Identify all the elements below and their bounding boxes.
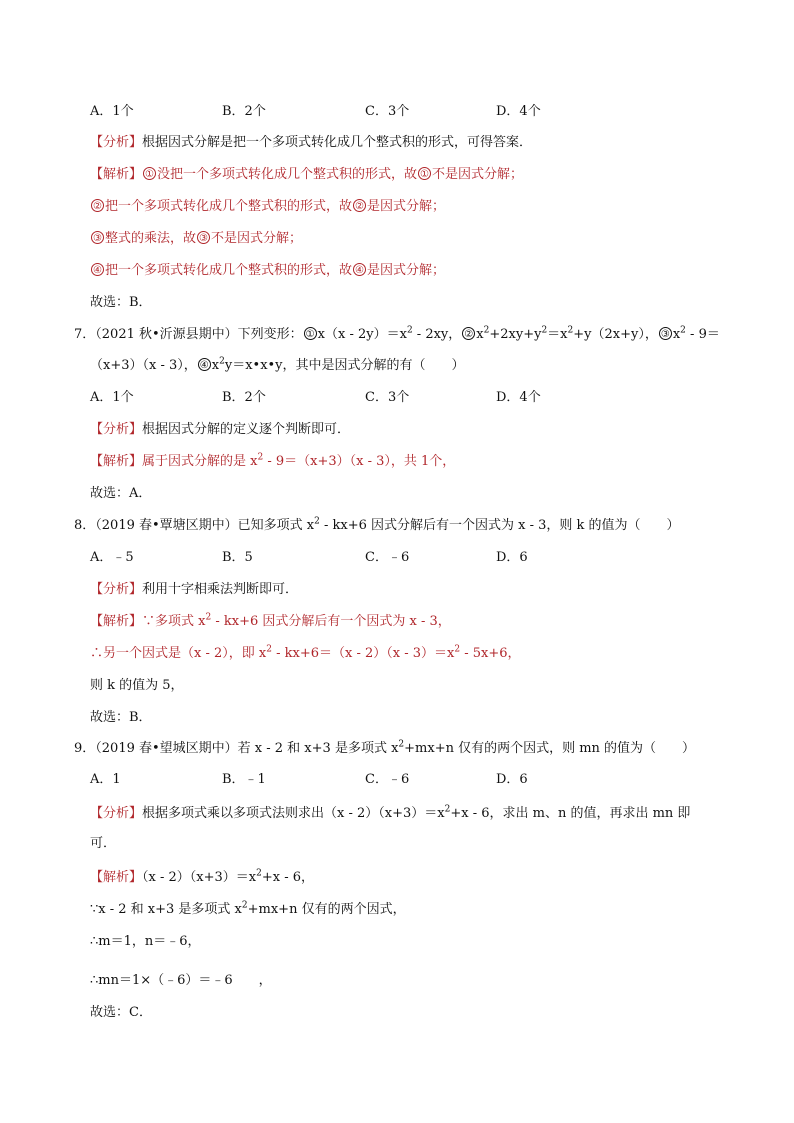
q6-option-c: C．3个	[365, 104, 410, 119]
q8-solution-line3: 则 k 的值为 5，	[90, 678, 184, 693]
q6-solution-line4: ④ 把一个多项式转化成几个整式积的形式，故 ④ 是因式分解；	[90, 262, 445, 280]
q6-option-b: B．2个	[222, 104, 266, 119]
q9-option-a: A．1	[90, 772, 121, 787]
q6-solution-line1: 【解析】 ① 没把一个多项式转化成几个整式积的形式，故 ① 不是因式分解；	[90, 167, 524, 182]
q8-option-a: A．﹣5	[90, 550, 134, 565]
q7-analysis: 【分析】根据因式分解的定义逐个判断即可．	[90, 422, 351, 437]
q9-solution-line3: ∴m＝1，n＝﹣6，	[90, 934, 201, 949]
q8-solution-line1: 【解析】∵多项式 $x^2 - kx+6$ 因式分解后有一个因式为 x - 3，	[90, 612, 451, 629]
q8-option-c: C．﹣6	[365, 550, 410, 565]
q6-analysis: 【分析】根据因式分解是把一个多项式转化成几个整式积的形式，可得答案．	[90, 135, 533, 150]
q9-analysis-line1: 【分析】根据多项式乘以多项式法则求出$(x - 2)(x+3)=x^2+x - 6$，求出 m、n 的值，再求出 mn 即	[90, 804, 691, 821]
q9-solution-line1: 【解析】$(x - 2)(x+3)=x^2+x - 6$，	[90, 868, 314, 885]
q6-answer: 故选：B．	[90, 295, 152, 310]
q8-option-d: D．6	[496, 550, 528, 565]
q8-answer: 故选：B．	[90, 710, 152, 725]
q7-question-line1: 7．（2021 秋•沂源县期中）下列变形： ① $x(x - 2y)=x^2 - 2xy$， ② $x^2+2xy+y^2=x^2+y(2x+y)$， ③ $x^2 - 9=$	[74, 325, 720, 342]
q7-option-c: C．3个	[365, 390, 410, 405]
q7-solution: 【解析】属于因式分解的是 $x^2 - 9=(x+3)(x - 3)$，共 1个，	[90, 452, 456, 469]
q7-answer: 故选：A．	[90, 486, 152, 501]
q7-option-a: A．1个	[90, 390, 134, 405]
q8-analysis: 【分析】利用十字相乘法判断即可．	[90, 582, 299, 597]
q6-solution-line3: ③ 整式的乘法，故 ③ 不是因式分解；	[90, 230, 302, 248]
q7-option-d: D．4个	[496, 390, 541, 405]
q9-question: 9．（2019 春•望城区期中）若 x - 2 和 x+3 是多项式 $x^2+mx+n$ 仅有的两个因式，则 mn 的值为（ ）	[74, 739, 696, 756]
q7-question-line2: （x+3）（x - 3）， ④ $x^2y=x•x•y$，其中是因式分解的有（ ）	[90, 356, 465, 373]
q9-option-c: C．﹣6	[365, 772, 410, 787]
q9-analysis-line2: 可．	[90, 836, 117, 851]
q9-option-d: D．6	[496, 772, 528, 787]
q8-solution-line2: ∴另一个因式是（x - 2），即 $x^2 - kx+6=(x - 2)(x - 3)=x^2 - 5x+6$，	[90, 644, 521, 661]
q8-question: 8．（2019 春•覃塘区期中）已知多项式 $x^2 - kx+6$ 因式分解后有一个因式为 x - 3，则 k 的值为（ ）	[74, 516, 680, 533]
q8-option-b: B．5	[222, 550, 253, 565]
q9-answer: 故选：C．	[90, 1005, 152, 1020]
q6-solution-line2: ② 把一个多项式转化成几个整式积的形式，故 ② 是因式分解；	[90, 198, 445, 216]
q9-solution-line2: ∵x - 2 和 x+3 是多项式 $x^2+mx+n$ 仅有的两个因式，	[90, 900, 406, 917]
q6-option-d: D．4个	[496, 104, 541, 119]
q9-option-b: B．﹣1	[222, 772, 266, 787]
q9-solution-line4: ∴mn＝1×（﹣6）＝﹣6 ，	[90, 973, 272, 988]
q6-option-a: A．1个	[90, 104, 134, 119]
q7-option-b: B．2个	[222, 390, 266, 405]
